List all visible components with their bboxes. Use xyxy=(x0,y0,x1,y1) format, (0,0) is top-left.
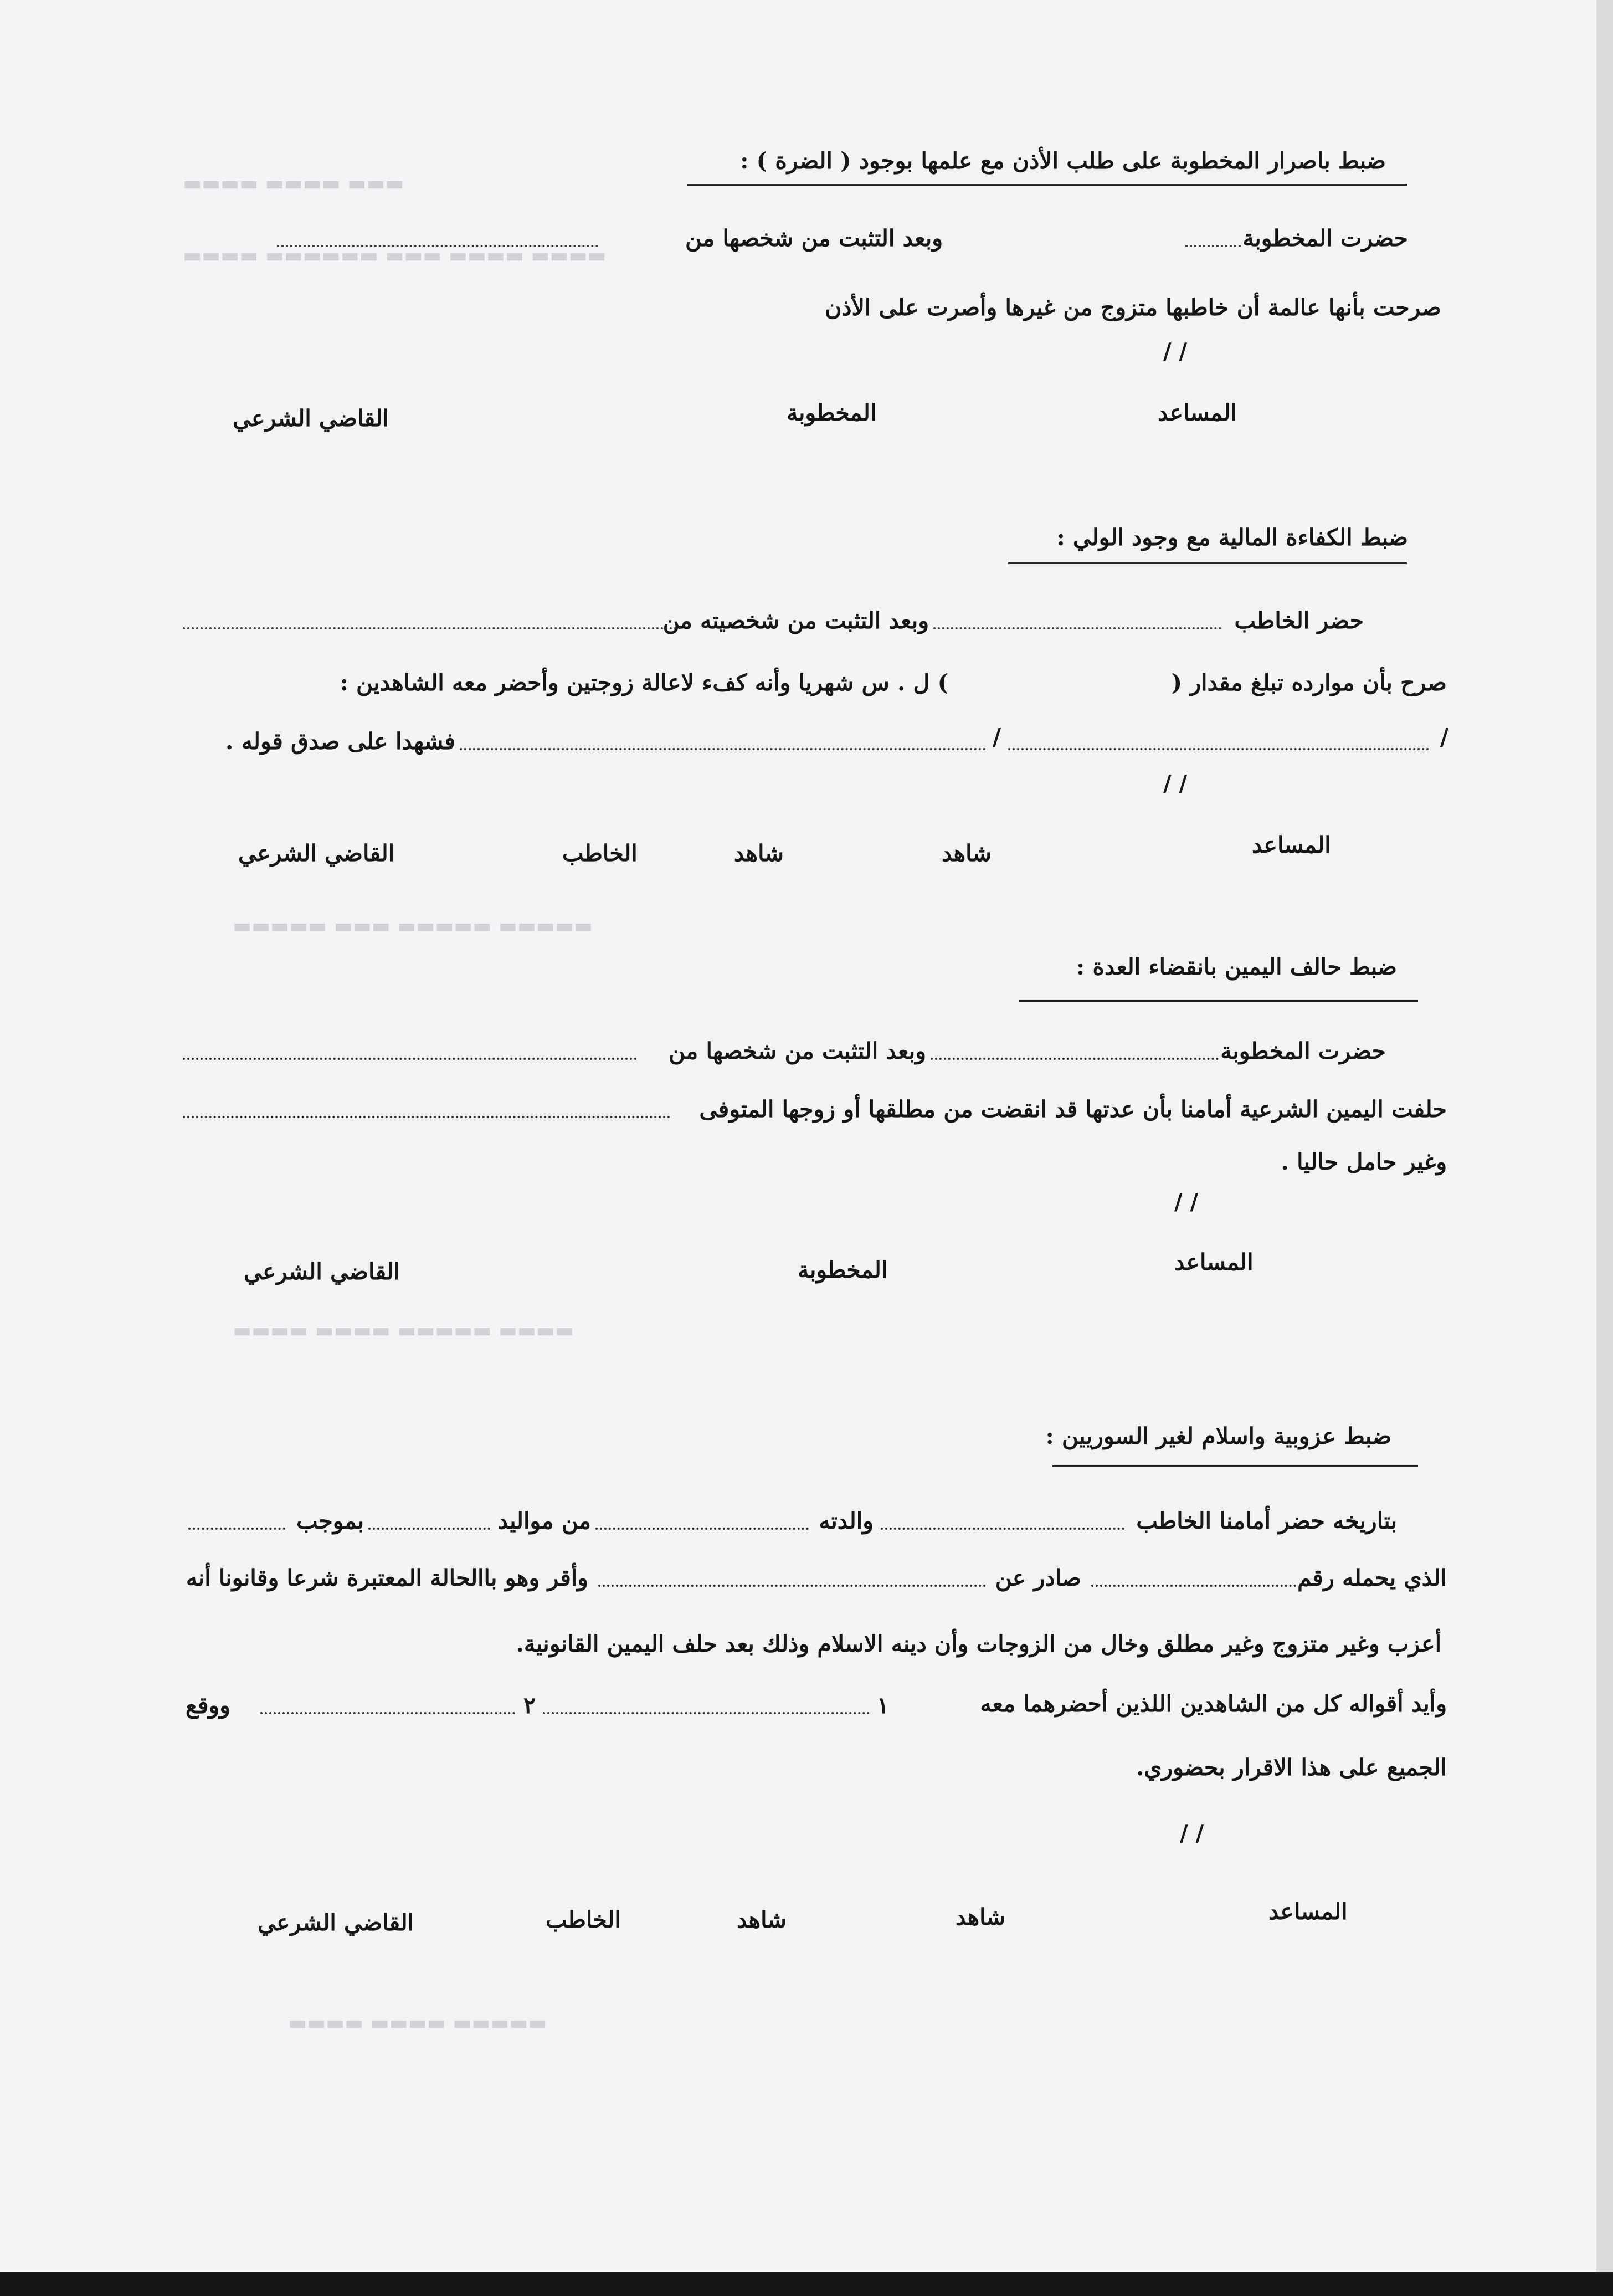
sec2-confirm-text: فشهدا على صدق قوله . xyxy=(225,728,455,755)
sec3-oath: حلفت اليمين الشرعية أمامنا بأن عدتها قد انقضت من مطلقها أو زوجها المتوفى xyxy=(699,1096,1447,1123)
sec3-fiancee-name-field[interactable] xyxy=(931,1058,1219,1060)
sec3-oath-field[interactable] xyxy=(183,1116,670,1118)
sec3-title: ضبط حالف اليمين بانقضاء العدة : xyxy=(1076,954,1397,980)
sec3-fiancee-signature: المخطوبة xyxy=(798,1257,888,1283)
sec1-verify-source-field[interactable] xyxy=(277,245,598,247)
sec1-after-verify-label: وبعد التثبت من شخصها من xyxy=(685,225,943,252)
sec4-affirmed-text: وأقر وهو باالحالة المعتبرة شرعا وقانونا أنه xyxy=(186,1565,588,1591)
sec2-witness2-signature: شاهد xyxy=(734,840,784,867)
bleed-through-decoration: ▬▬▬▬ ▬▬▬▬ ▬▬▬ ▬▬▬▬▬▬ ▬▬▬▬ xyxy=(183,244,607,267)
sec3-assistant-signature: المساعد xyxy=(1174,1249,1254,1275)
sec1-judge-signature: القاضي الشرعي xyxy=(233,405,389,432)
bleed-through-decoration: ▬▬▬▬ ▬▬▬▬▬ ▬▬▬▬ ▬▬▬▬ xyxy=(233,1319,574,1342)
sec4-birth-field[interactable] xyxy=(368,1528,490,1530)
sec4-title-underline xyxy=(1052,1465,1418,1467)
sec3-not-pregnant: وغير حامل حاليا . xyxy=(1281,1149,1447,1175)
sec2-after-verify-label: وبعد التثبت من شخصيته من xyxy=(662,607,929,634)
sec2-witness2-field[interactable] xyxy=(460,748,986,750)
scan-bottom-strip xyxy=(0,2272,1613,2296)
sec4-suitor-name-field[interactable] xyxy=(881,1528,1124,1530)
sec2-attended-label: حضر الخاطب xyxy=(1234,607,1364,634)
sec4-all-signed-text: الجميع على هذا الاقرار بحضوري. xyxy=(1136,1754,1447,1781)
sec4-witness1-signature: شاهد xyxy=(956,1904,1005,1930)
sec4-dated-label: بتاريخه حضر أمامنا الخاطب xyxy=(1136,1508,1397,1534)
sec4-born-label: من مواليد xyxy=(497,1508,591,1534)
sec2-title: ضبط الكفاءة المالية مع وجود الولي : xyxy=(1056,524,1408,551)
sec2-declaration-b: ) ل . س شهريا وأنه كفء لاعالة زوجتين وأحضر معه الشاهدين : xyxy=(340,669,948,696)
sec4-issuer-field[interactable] xyxy=(598,1585,986,1587)
sec4-witness2-field[interactable] xyxy=(260,1712,515,1714)
sec4-witness-number-1: ١ xyxy=(877,1692,890,1719)
sec4-mother-label: والدته xyxy=(819,1508,874,1534)
sec2-witness1-signature: شاهد xyxy=(942,840,992,867)
sec2-verify-source-field[interactable] xyxy=(183,627,681,629)
sec1-date-slashes: / / xyxy=(1163,339,1188,365)
sec1-assistant-signature: المساعد xyxy=(1158,399,1237,426)
sec2-title-underline xyxy=(1008,562,1407,564)
sec3-after-verify-label: وبعد التثبت من شخصها من xyxy=(669,1038,926,1064)
sec4-issued-label: صادر عن xyxy=(995,1565,1081,1591)
sec3-attended-label: حضرت المخطوبة xyxy=(1220,1038,1386,1064)
sec1-title: ضبط باصرار المخطوبة على طلب الأذن مع علمها بوجود ( الضرة ) : xyxy=(740,147,1386,174)
sec4-judge-signature: القاضي الشرعي xyxy=(258,1909,414,1936)
sec2-suitor-signature: الخاطب xyxy=(562,840,638,867)
sec2-suitor-name-field[interactable] xyxy=(933,627,1221,629)
sec2-judge-signature: القاضي الشرعي xyxy=(238,840,395,867)
scan-edge xyxy=(1596,0,1613,2272)
bleed-through-decoration: ▬▬▬ ▬▬▬▬ ▬▬▬▬ xyxy=(183,172,404,195)
sec4-witness1-field[interactable] xyxy=(543,1712,870,1714)
sec1-attended-label: حضرت المخطوبة xyxy=(1242,225,1408,252)
sec4-title: ضبط عزوبية واسلام لغير السوريين : xyxy=(1045,1423,1391,1449)
sec1-title-underline xyxy=(687,184,1407,186)
sec3-verify-source-field[interactable] xyxy=(183,1058,637,1060)
sec4-status-text: أعزب وغير متزوج وغير مطلق وخال من الزوجات وأن دينه الاسلام وذلك بعد حلف اليمين القانونية. xyxy=(516,1631,1441,1657)
sec4-witness2-signature: شاهد xyxy=(737,1906,787,1933)
sec2-declaration-a: صرح بأن موارده تبلغ مقدار ( xyxy=(1171,669,1447,696)
sec4-document-field[interactable] xyxy=(188,1528,285,1530)
sec4-id-number-field[interactable] xyxy=(1091,1585,1296,1587)
sec3-judge-signature: القاضي الشرعي xyxy=(244,1258,400,1285)
sec4-date-slashes: / / xyxy=(1180,1821,1204,1847)
sec4-signed-text: ووقع xyxy=(186,1692,231,1719)
sec1-declaration: صرحت بأنها عالمة أن خاطبها متزوج من غيرها وأصرت على الأذن xyxy=(825,294,1441,321)
sec4-mother-field[interactable] xyxy=(595,1528,809,1530)
sec2-date-slashes: / / xyxy=(1163,771,1188,797)
sec3-title-underline xyxy=(1019,1000,1418,1002)
date-slash: / xyxy=(1440,724,1448,750)
sec2-witness1-field[interactable] xyxy=(1008,748,1429,750)
date-slash: / xyxy=(993,724,1001,750)
bleed-through-decoration: ▬▬▬▬▬ ▬▬▬▬ ▬▬▬▬ xyxy=(288,2011,547,2034)
sec2-assistant-signature: المساعد xyxy=(1252,832,1331,858)
sec1-fiancee-name-field[interactable] xyxy=(1185,245,1241,247)
sec4-suitor-signature: الخاطب xyxy=(546,1906,621,1933)
sec4-by-virtue-label: بموجب xyxy=(296,1508,364,1534)
sec1-fiancee-signature: المخطوبة xyxy=(787,399,877,426)
bleed-through-decoration: ▬▬▬▬▬ ▬▬▬▬▬ ▬▬▬ ▬▬▬▬▬ xyxy=(233,914,593,937)
sec4-carries-label: الذي يحمله رقم xyxy=(1297,1565,1447,1591)
sec4-witness-number-2: ٢ xyxy=(523,1692,536,1719)
sec4-supported-text: وأيد أقواله كل من الشاهدين اللذين أحضرهما معه xyxy=(980,1690,1447,1717)
sec4-assistant-signature: المساعد xyxy=(1268,1898,1348,1925)
sec3-date-slashes: / / xyxy=(1174,1189,1199,1215)
